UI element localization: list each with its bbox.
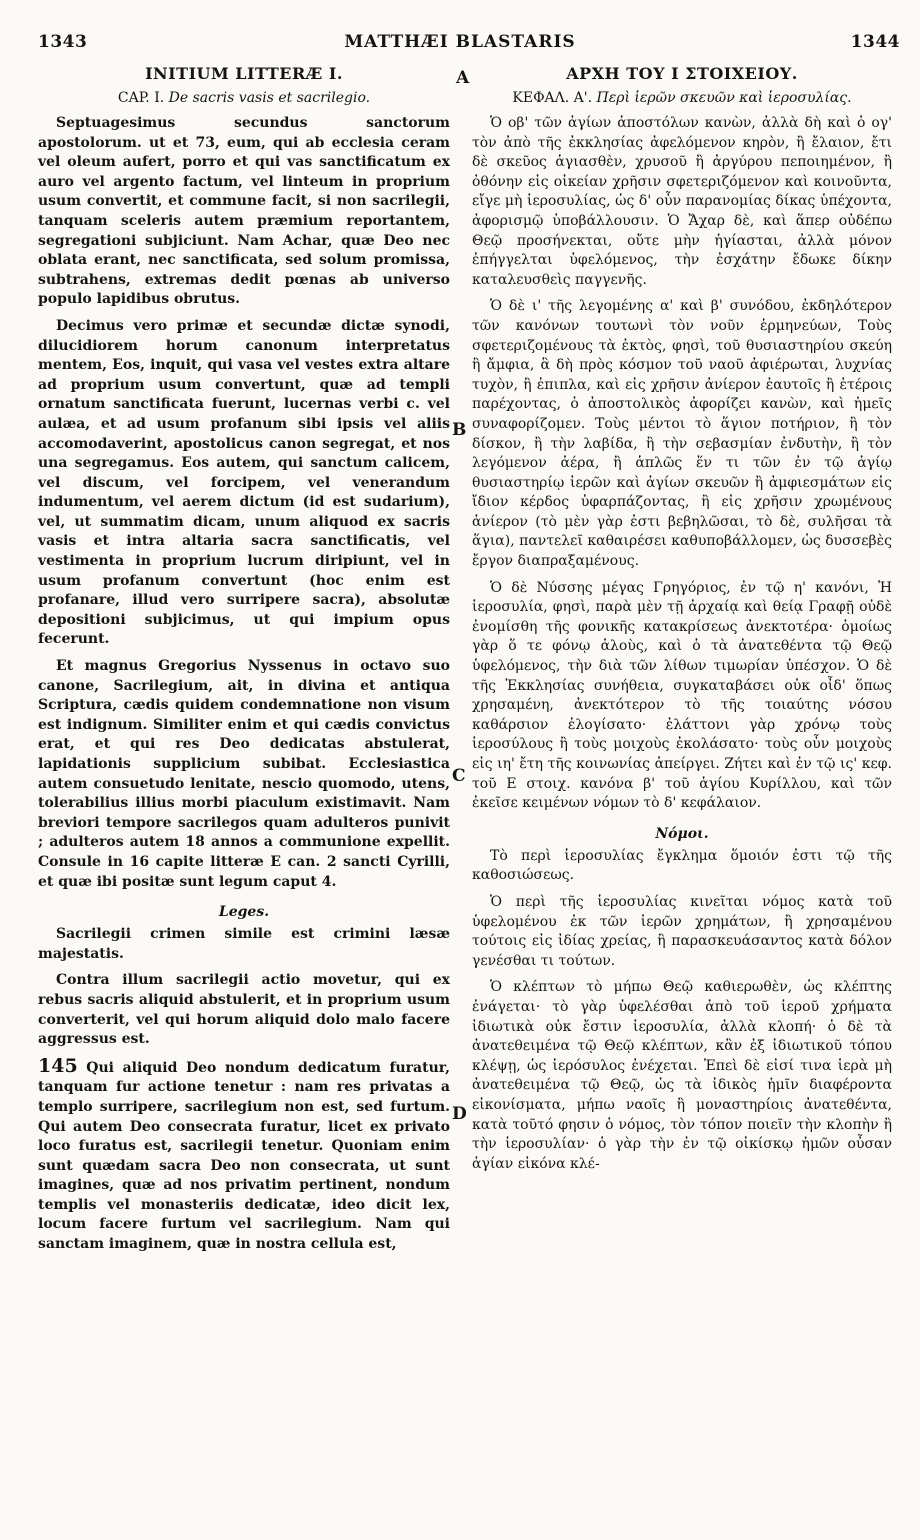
latin-chapter-title: De sacris vasis et sacrilegio.: [168, 90, 371, 106]
latin-column: [38, 64, 450, 1262]
latin-chapter-label: CAP. I.: [117, 90, 165, 106]
latin-paragraph: Decimus vero primæ et secundæ dictæ synodi, dilucidiorem horum canonum interpretatus mentem, Eos, inquit, qui vasa vel vestes extra altare ad proprium usum convertunt, quæ ad templi ornatum sanctificata fuerunt, lucernas verbi c. vel aulæa, et ad usum profanum sibi ipsis vel aliis accomodaverint, apostolicus canon segregat, et nos una segregamus. Eos autem, qui sanctum calicem, vel discum, vel forcipem, vel venerandum indumentum, vel aerem dictum (id est sudarium), vel, ut summatim dicam, unum aliquod ex sacris vasis et intra altaria sacra sanctificatis, vel vestimenta in proprium lucrum diripiunt, vel in usum profanum convertunt (hoc enim est profanare, illud vero surripere sacra), absolutæ depositioni subjicimus, ut qui impium opus fecerunt.: [38, 317, 450, 648]
latin-chapter-heading: [38, 90, 450, 114]
latin-paragraph: Contra illum sacrilegii actio movetur, qui ex rebus sacris aliquid abstulerit, et in proprium usum converterit, vel qui horum aliquid dolo malo facere aggressus est.: [38, 972, 450, 1048]
greek-paragraph: Ὁ οβ' τῶν ἁγίων ἀποστόλων κανὼν, ἀλλὰ δὴ καὶ ὁ ογ' τὸν ἀπὸ τῆς ἐκκλησίας ἀφελόμενον κηρὸν, ἢ ἔλαιον, ἔτι δὲ σκεῦος ἁγιασθὲν, χρυσοῦ ἢ ἀργύρου πεποιημένον, ἢ ὀθόνην εἰς οἰκείαν χρῆσιν σφετεριζόμενον καὶ κοινοῦντα, εἴγε μὴ ἱεροσυλίας, ὡς δ' οὖν παρανομίας δίκας ὑπέχοντα, ἀφορισμῷ ὑποβάλλουσιν. Ὁ Ἄχαρ δὲ, καὶ ἅπερ οὐδέπω Θεῷ προσήνεκται, οὔτε μὴν ἡγίασται, ἀλλὰ μόνον ἐπήγγελται ὑφελόμενος, τὴν ἐσχάτην ἔδωκε δίκην καταλευσθεὶς παγγενῆς.: [472, 115, 892, 288]
margin-marker-a: A: [456, 68, 470, 88]
greek-paragraph: Ὁ περὶ τῆς ἱεροσυλίας κινεῖται νόμος κατὰ τοῦ ὑφελομένου ἐκ τῶν ἱερῶν χρημάτων, ἢ χρησαμένου τούτοις εἰς ἰδίας χρείας, ἢ παρασκευάσαντος κατὰ δόλον γενέσθαι τι τούτων.: [472, 893, 892, 969]
greek-chapter-title: Περὶ ἱερῶν σκευῶν καὶ ἱεροσυλίας.: [596, 90, 852, 106]
latin-paragraph: Septuagesimus secundus sanctorum apostolorum. ut et 73, eum, qui ab ecclesia ceram vel oleum aufert, porro et qui vas sanctificatum ex auro vel argento factum, vel linteum in proprium usum convertit, et commune facit, si non sacrilegii, tanquam sceleris autem præmium reportantem, segregationi subjiciunt. Nam Achar, quæ Deo nec oblata erant, nec sanctificata, sed solum promissa, subtrahens, extremas dedit pœnas ab universo populo lapidibus obrutus.: [38, 115, 450, 308]
greek-column: [472, 64, 892, 1181]
page-number-right: 1344: [850, 32, 900, 52]
greek-paragraph: Ὁ δὲ Νύσσης μέγας Γρηγόριος, ἐν τῷ η' κανόνι, Ἡ ἱεροσυλία, φησὶ, παρὰ μὲν τῇ ἀρχαίᾳ καὶ θείᾳ Γραφῇ οὐδὲ ἐνομίσθη τῆς φονικῆς κατακρίσεως ἀνεκτοτέρα· ὁμοίως γὰρ ὅ τε φόνῳ ἁλοὺς, καὶ ὁ τὰ ἀνατεθέντα τῷ Θεῷ ὑφελόμενος, τὴν διὰ τῶν λίθων τιμωρίαν ὑπέσχον. Ὁ δὲ τῆς Ἐκκλησίας συνήθεια, συγκαταβάσει οὐκ οἶδ' ὅπως χρησαμένη, ἀνεκτότερον τὸ τῆς τοιαύτης νόσου καθάρσιον ἐλογίσατο· ἐλάττονι γὰρ χρόνῳ τοὺς ἱεροσύλους ἢ τοὺς μοιχοὺς ἐκολάσατο· τοὺς οὖν μοιχοὺς εἰς ιη' ἔτη τῆς κοινωνίας ἀπείργει. Ζήτει καὶ ἐν τῷ ις' κεφ. τοῦ Ε στοιχ. κανόνα β' τοῦ ἁγίου Κυρίλλου, καὶ τῶν ἐκεῖσε κειμένων νόμων τὸ δ' κεφάλαιον.: [472, 579, 892, 812]
latin-paragraph-text: Qui aliquid Deo nondum dedicatum furatur, tanquam fur actione tenetur : nam res privatas a templo surripere, sacrilegium non est, sed furtum. Qui autem Deo consecrata furatur, licet ex privato loco furatus est, sacrilegii tenetur. Quoniam enim sunt quædam sacra Deo non consecrata, ut sunt imagines, quæ ad nos privatim pertinent, nondum templis vel monasteriis dedicatæ, ideo dicit lex, locum facere furtum vel sacrilegium. Nam qui sanctam imaginem, quæ in nostra cellula est,: [38, 1059, 451, 1253]
latin-paragraph: [38, 1054, 451, 1255]
greek-paragraph: Ὁ κλέπτων τὸ μήπω Θεῷ καθιερωθὲν, ὡς κλέπτης ἐνάγεται· τὸ γὰρ ὑφελέσθαι ἀπὸ τοῦ ἱεροῦ χρήματα ἰδιωτικὰ οὐκ ἔστιν ἱεροσυλία, ἀλλὰ κλοπή· ὁ δὲ τὰ ἀνατεθειμένα τῷ Θεῷ κλέπτων, κἂν ἐξ ἰδιωτικοῦ τόπου κλέψῃ, ὡς ἱερόσυλος ἐνέχεται. Ἐπεὶ δὲ εἰσί τινα ἱερὰ μὴ ἀνατεθειμένα τῷ Θεῷ, ὡς τὰ ἰδικὸς ἡμῖν διαφέροντα εἰκονίσματα, μήπω ναοῖς ἢ μοναστηρίοις ἀνατεθέντα, κατὰ τοῦτό φησιν ὁ νόμος, τὸν τόπον ποιεῖν τὴν κλοπὴν ἢ τὴν ἱεροσυλίαν· ὁ γὰρ τὴν ἐν τῷ οἰκίσκῳ ἡμῶν οὖσαν ἁγίαν εἰκόνα κλέ-: [472, 979, 892, 1172]
greek-paragraph: Τὸ περὶ ἱεροσυλίας ἔγκλημα ὅμοιόν ἐστι τῷ τῆς καθοσιώσεως.: [472, 847, 892, 884]
page-number-left: 1343: [38, 32, 88, 52]
latin-section-title: INITIUM LITTERÆ I.: [145, 64, 343, 83]
greek-chapter-label: ΚΕΦΑΛ. Α'.: [512, 90, 593, 106]
greek-nomoi-heading: Νόμοι.: [655, 825, 709, 842]
margin-marker-c: C: [452, 766, 466, 786]
margin-marker-d: D: [452, 1104, 467, 1124]
greek-chapter-heading: [472, 90, 892, 114]
running-title: MATTHÆI BLASTARIS: [344, 32, 576, 52]
latin-leges-heading: Leges.: [218, 904, 270, 921]
latin-paragraph: Sacrilegii crimen simile est crimini læsæ majestatis.: [38, 926, 450, 962]
greek-section-title: ΑΡΧΗ ΤΟΥ Ι ΣΤΟΙΧΕΙΟΥ.: [566, 64, 798, 83]
section-number: 145: [38, 1054, 78, 1077]
greek-paragraph: Ὁ δὲ ι' τῆς λεγομένης α' καὶ β' συνόδου, ἐκδηλότερον τῶν κανόνων τουτωνὶ τὸν νοῦν ἑρμηνεύων, Τοὺς σφετεριζομένους τὰ ἐκτὸς, φησὶ, τοῦ θυσιαστηρίου σκεύη ἢ ἄμφια, ἃ δὴ πρὸς κόσμον τοῦ ναοῦ ἀφιέρωται, λυχνίας τυχὸν, ἢ ἐπιπλα, καὶ εἰς χρῆσιν ἀνίερον ἑαυτοῖς ἢ ἑτέροις παρέχοντας, ὁ ἀποστολικὸς ἀφορίζει κανὼν, καὶ ἡμεῖς συναφορίζομεν. Τοὺς μέντοι τὸ ἅγιον ποτήριον, ἢ τὸν δίσκον, ἢ τὴν λαβίδα, ἢ τὴν σεβασμίαν ἐνδυτὴν, ἢ τὸν λεγόμενον ἀέρα, ἢ ἁπλῶς ἕν τι τῶν ἐν τῷ ἁγίῳ θυσιαστηρίῳ ἱερῶν καὶ ἁγίων σκευῶν ἢ ἀμφιεσμάτων εἰς ἴδιον κέρδος ὑφαρπάζοντας, ἢ εἰς χρῆσιν χρωμένους ἀνίερον (τὸ μὲν γὰρ ἐστι βεβηλῶσαι, τὸ δὲ, συλῆσαι τὰ ἅγια), παντελεῖ καθαιρέσει καθυποβάλλομεν, ὡς δυσσεβὲς ἔργον διαπραξαμένους.: [472, 298, 892, 570]
margin-marker-b: B: [452, 420, 467, 440]
latin-paragraph: Et magnus Gregorius Nyssenus in octavo suo canone, Sacrilegium, ait, in divina et antiqua Scriptura, cædis quidem condemnatione non visum est indignum. Similiter enim et qui cædis convictus erat, et qui res Deo dedicatas abstulerat, lapidationis supplicium subibat. Ecclesiastica autem consuetudo lenitate, nescio quomodo, utens, tolerabilius illius morbi piaculum existimavit. Nam breviori tempore sacrilegos quam adulteros punivit ; adulteros autem 18 annos a communione expellit. Consule in 16 capite litteræ E can. 2 sancti Cyrilli, et quæ ibi positæ sunt legum caput 4.: [38, 658, 450, 890]
